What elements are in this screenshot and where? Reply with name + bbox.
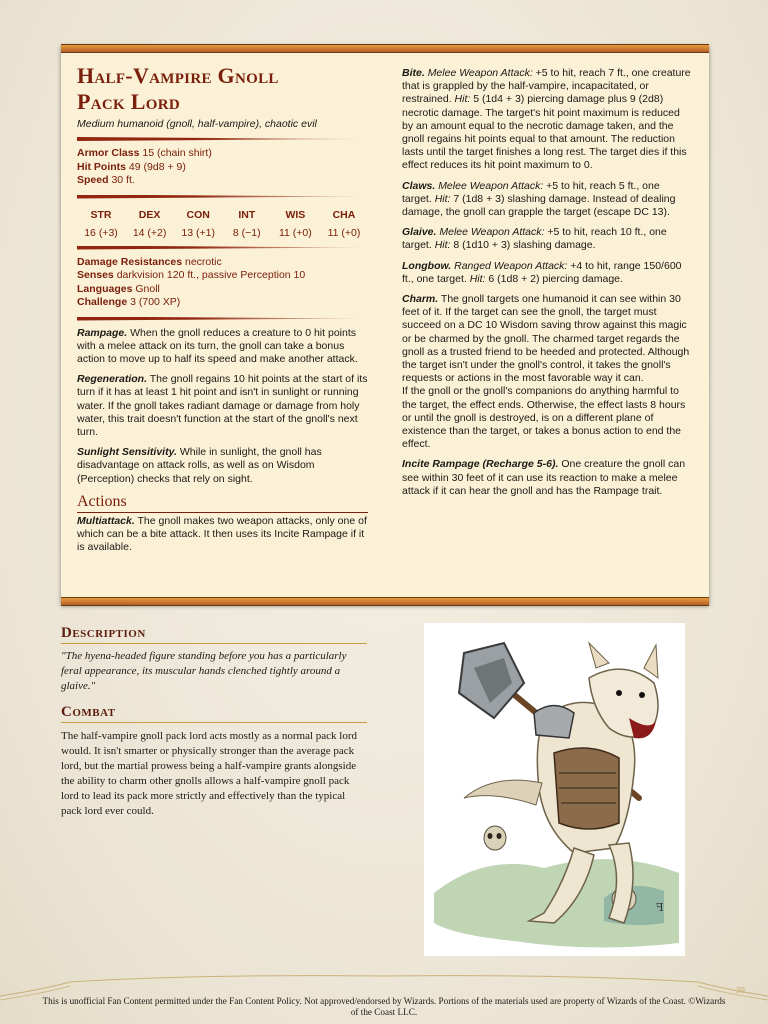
action-bite: Bite. Melee Weapon Attack: +5 to hit, reach 7 ft., one creature that is grappled by the half-vampire, incapacitated, or restrained. Hit: 5 (1d4 + 3) piercing damage plus 9 (2d8) necrotic damage. The target's hit point maximum is reduced by an amount equal to the necrotic damage taken, and the gnoll regains hit points equal to that amount. The reduction lasts until the target finishes a long rest. The target dies if this effect reduces its hit point maximum to 0. xyxy=(402,67,691,172)
ability-cha: CHA 11 (+0) xyxy=(327,208,361,239)
divider xyxy=(77,317,368,321)
trait-sunlight-sensitivity: Sunlight Sensitivity. While in sunlight, the gnoll has disadvantage on attack rolls, as well as on Wisdom (Perception) checks that rely on sight. xyxy=(77,446,322,485)
svg-text:ꟻ: ꟻ xyxy=(656,901,664,914)
action-glaive: Glaive. Melee Weapon Attack: +5 to hit, reach 10 ft., one target. Hit: 8 (1d10 + 3) slashing damage. xyxy=(402,226,667,252)
gnoll-illustration-drawing xyxy=(424,623,685,956)
stat-block-top-bar xyxy=(61,44,709,53)
page-number: 39 xyxy=(736,986,745,995)
ability-scores xyxy=(77,209,368,239)
challenge: Challenge 3 (700 XP) xyxy=(77,296,181,308)
divider xyxy=(77,137,368,141)
description-heading: Description xyxy=(61,625,367,644)
monster-name xyxy=(77,63,368,115)
speed: Speed 30 ft. xyxy=(77,174,135,186)
ability-int: INT 8 (−1) xyxy=(232,208,261,239)
ability-dex: DEX 14 (+2) xyxy=(132,208,167,239)
monster-type: Medium humanoid (gnoll, half-vampire), chaotic evil xyxy=(77,118,317,130)
hit-points: Hit Points 49 (9d8 + 9) xyxy=(77,160,186,173)
senses: Senses darkvision 120 ft., passive Perception 10 xyxy=(77,269,306,281)
stat-block-left-column xyxy=(77,63,368,561)
divider xyxy=(77,246,368,250)
stat-block xyxy=(61,45,709,605)
combat-text: The half-vampire gnoll pack lord acts mostly as a normal pack lord would. It isn't smarter or physically stronger than the average pack lord, but the martial prowess being a half-vampire grants alongside the ability to charm other gnolls allows a half-vampire gnoll pack lord to lead its pack more strictly and effectively than the typical pack lord ever could. xyxy=(61,730,357,817)
trait-rampage: Rampage. When the gnoll reduces a creature to 0 hit points with a melee attack on its turn, the gnoll can take a bonus action to move up to half its speed and make another attack. xyxy=(77,326,358,365)
actions-heading: Actions xyxy=(77,493,368,513)
gnoll-illustration xyxy=(424,623,685,956)
monster-name-line1: Half-Vampire Gnoll xyxy=(77,63,279,88)
stat-block-right-column xyxy=(402,67,692,505)
footer-legal-text: This is unofficial Fan Content permitted under the Fan Content Policy. Not approved/endorsed by Wizards. Portions of the materials used are property of Wizards of the Coast. ©Wizards of the Coast LLC. xyxy=(42,996,726,1017)
damage-resistances: Damage Resistances necrotic xyxy=(77,255,222,268)
languages: Languages Gnoll xyxy=(77,282,160,295)
action-multiattack: Multiattack. The gnoll makes two weapon attacks, only one of which can be a bite attack. It then uses its Incite Rampage if it is available. xyxy=(77,514,367,554)
monster-name-line2: Pack Lord xyxy=(77,89,180,114)
trait-regeneration: Regeneration. The gnoll regains 10 hit points at the start of its turn if it has at least 1 hit point and isn't in sunlight or running water. If the gnoll takes radiant damage or damage from holy water, this trait doesn't function at the start of the gnoll's next turn. xyxy=(77,373,368,438)
armor-class: Armor Class 15 (chain shirt) xyxy=(77,147,212,159)
divider xyxy=(77,195,368,199)
ability-wis: WIS 11 (+0) xyxy=(278,208,312,239)
description-quote: "The hyena-headed figure standing before you has a particularly feral appearance, its muscular hands clenched tightly around a glaive." xyxy=(61,650,347,692)
action-longbow: Longbow. Ranged Weapon Attack: +4 to hit, range 150/600 ft., one target. Hit: 6 (1d8 + 2) piercing damage. xyxy=(402,259,682,285)
action-incite-rampage: Incite Rampage (Recharge 5-6). One creature the gnoll can see within 30 feet of it can use its reaction to make a melee attack if it can hear the gnoll and has the Rampage trait. xyxy=(402,458,686,497)
stat-block-bottom-bar xyxy=(61,597,709,606)
action-claws: Claws. Melee Weapon Attack: +5 to hit, reach 5 ft., one target. Hit: 7 (1d8 + 3) slashing damage. Instead of dealing damage, the gnoll can grapple the target (escape DC 13). xyxy=(402,179,676,219)
combat-heading: Combat xyxy=(61,704,367,723)
ability-con: CON 13 (+1) xyxy=(181,208,215,239)
ability-str: STR 16 (+3) xyxy=(84,208,118,239)
action-charm: Charm. The gnoll targets one humanoid it can see within 30 feet of it. If the target can see the gnoll, the target must succeed on a DC 10 Wisdom saving throw against this magic or be charmed by the gnoll. The charmed target regards the gnoll as a trusted friend to be heeded and protected. Although the target isn't under the gnoll's control, it takes the gnoll's requests or actions in the most favorable way it can. If the gnoll or the gnoll's companions do anything harmful to the target, the effect ends. Otherwise, the effect lasts 8 hours or until the gnoll is destroyed, is on a different plane of existence than the target, or takes a bonus action to end the effect. xyxy=(402,293,690,451)
